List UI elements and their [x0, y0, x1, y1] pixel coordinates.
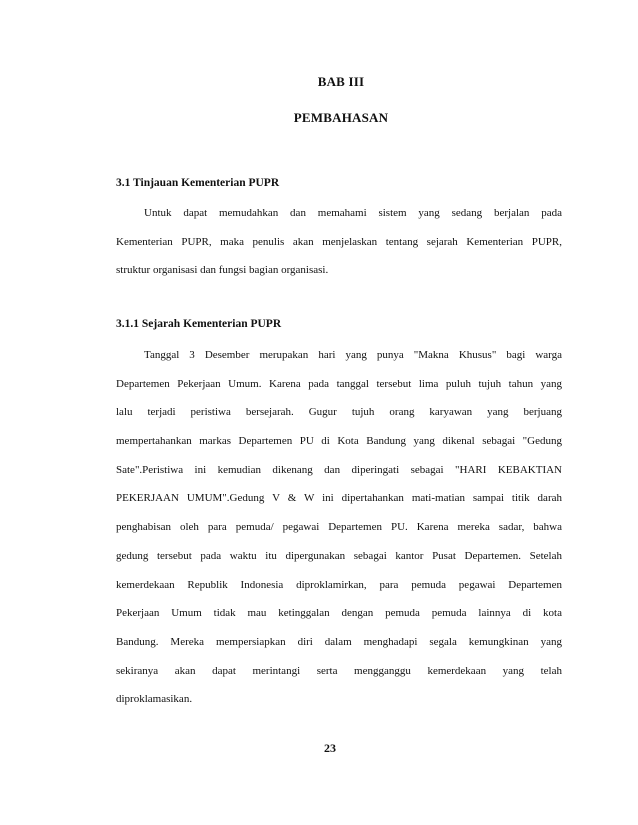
paragraph-line: sekiranya akan dapat merintangi serta mengganggu kemerdekaan yang telah	[116, 664, 562, 677]
section-heading-3-1-1: 3.1.1 Sejarah Kementerian PUPR	[116, 318, 282, 330]
section-heading-3-1: 3.1 Tinjauan Kementerian PUPR	[116, 177, 280, 189]
paragraph-line: diproklamasikan.	[116, 693, 193, 706]
paragraph-tinjauan	[116, 199, 562, 285]
paragraph-line: penghabisan oleh para pemuda/ pegawai Departemen PU. Karena mereka sadar, bahwa	[116, 521, 562, 534]
page-number: 23	[324, 741, 336, 755]
paragraph-line: lalu terjadi peristiwa bersejarah. Gugur tujuh orang karyawan yang berjuang	[116, 406, 562, 419]
paragraph-line: kemerdekaan Republik Indonesia diproklamirkan, para pemuda pegawai Departemen	[116, 578, 562, 591]
paragraph-line: Untuk dapat memudahkan dan memahami sistem yang sedang berjalan pada	[144, 207, 562, 219]
paragraph-line: Departemen Pekerjaan Umum. Karena pada tanggal tersebut lima puluh tujuh tahun yang	[116, 377, 562, 390]
paragraph-line: Tanggal 3 Desember merupakan hari yang punya "Makna Khusus" bagi warga	[144, 349, 562, 361]
chapter-number: BAB III	[317, 74, 365, 89]
paragraph-line: Bandung. Mereka mempersiapkan diri dalam menghadapi segala kemungkinan yang	[116, 635, 562, 648]
paragraph-line: Pekerjaan Umum tidak mau ketinggalan dengan pemuda pemuda lainnya di kota	[116, 607, 562, 620]
paragraph-line: Sate".Peristiwa ini kemudian dikenang dan diperingati sebagai "HARI KEBAKTIAN	[116, 463, 562, 476]
paragraph-line: gedung tersebut pada waktu itu dipergunakan sebagai kantor Pusat Departemen. Setelah	[116, 549, 562, 562]
paragraph-line: mempertahankan markas Departemen PU di Kota Bandung yang dikenal sebagai "Gedung	[116, 435, 562, 448]
chapter-title: PEMBAHASAN	[293, 110, 389, 125]
paragraph-sejarah	[116, 341, 562, 714]
paragraph-line: PEKERJAAN UMUM".Gedung V & W ini dipertahankan mati-matian sampai titik darah	[116, 492, 562, 505]
paragraph-line: Kementerian PUPR, maka penulis akan menjelaskan tentang sejarah Kementerian PUPR,	[116, 235, 562, 248]
paragraph-line: struktur organisasi dan fungsi bagian organisasi.	[116, 264, 329, 277]
